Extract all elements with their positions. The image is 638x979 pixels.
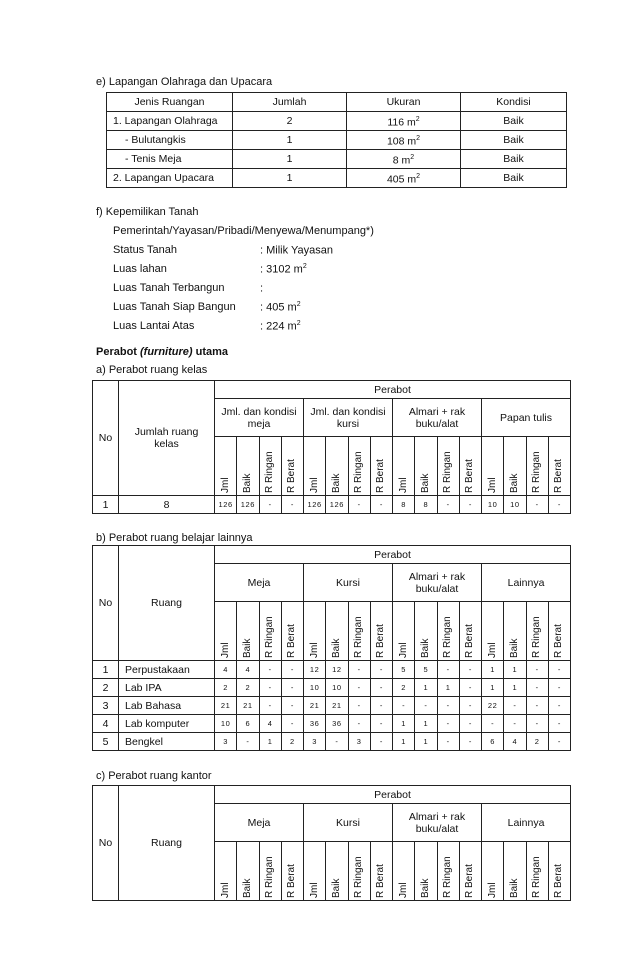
sub-header-cell	[237, 602, 259, 661]
sub-header-cell	[215, 437, 237, 496]
header-ruang: Ruang	[119, 786, 215, 901]
cell-no: 4	[93, 715, 119, 733]
tanah-value: : 405 $m^2$	[260, 301, 301, 314]
sub-header-label: R Ringan	[264, 616, 276, 658]
data-cell: 36	[304, 715, 326, 733]
sub-header-cell	[259, 602, 281, 661]
cell-no: 5	[93, 733, 119, 751]
perabot-kantor-table	[92, 785, 571, 901]
sub-header-cell	[326, 602, 348, 661]
data-cell: 1	[415, 733, 437, 751]
lapangan-kondisi: Baik	[461, 112, 567, 131]
data-cell: -	[437, 715, 459, 733]
tanah-label: Luas Tanah Siap Bangun	[113, 301, 236, 313]
lapangan-name: 2. Lapangan Upacara	[107, 169, 233, 188]
sub-header-cell	[437, 437, 459, 496]
data-cell: 36	[326, 715, 348, 733]
data-cell: -	[548, 679, 570, 697]
perabot-heading: Perabot (furniture) utama	[96, 346, 229, 358]
data-cell: 21	[326, 697, 348, 715]
lapangan-ukuran: 8 $m^2$	[347, 150, 461, 169]
data-cell: 1	[504, 661, 526, 679]
lapangan-ukuran: 116 $m^2$	[347, 112, 461, 131]
sub-header-label: R Ringan	[353, 856, 365, 898]
lapangan-kondisi: Baik	[461, 131, 567, 150]
data-cell: -	[259, 496, 281, 514]
sub-header-label: R Ringan	[353, 616, 365, 658]
data-cell: -	[348, 697, 370, 715]
data-cell: -	[437, 661, 459, 679]
data-cell: -	[370, 496, 392, 514]
data-cell: -	[526, 697, 548, 715]
tanah-label: Luas Lantai Atas	[113, 320, 195, 332]
section-f-title: f) Kepemilikan Tanah	[96, 206, 199, 218]
lapangan-jumlah: 1	[233, 150, 347, 169]
data-cell: -	[548, 733, 570, 751]
tanah-label: Luas Tanah Terbangun	[113, 282, 225, 294]
data-cell: 1	[482, 661, 504, 679]
sub-header-cell	[482, 842, 504, 901]
sub-header-cell	[215, 602, 237, 661]
cell-ruang: Lab Bahasa	[119, 697, 215, 715]
data-cell: 5	[393, 661, 415, 679]
data-cell: -	[526, 679, 548, 697]
section-f-subtitle: Pemerintah/Yayasan/Pribadi/Menyewa/Menumpang*)	[113, 225, 374, 237]
data-cell: -	[259, 679, 281, 697]
lapangan-jumlah: 2	[233, 112, 347, 131]
data-cell: -	[281, 679, 303, 697]
sub-header-label: Jml	[486, 642, 498, 658]
data-cell: -	[237, 733, 259, 751]
sub-header-cell	[304, 602, 326, 661]
sub-header-cell	[348, 437, 370, 496]
group-lainnya: Lainnya	[482, 804, 571, 842]
sub-header-label: R Ringan	[531, 616, 543, 658]
data-cell: 12	[326, 661, 348, 679]
sub-header-cell	[370, 602, 392, 661]
data-cell: -	[548, 661, 570, 679]
header-ruang: Ruang	[119, 546, 215, 661]
sub-header-cell	[281, 602, 303, 661]
sub-header-label: Baik	[330, 638, 342, 658]
sub-header-label: Jml	[308, 642, 320, 658]
group-kursi: Kursi	[304, 564, 393, 602]
header-jumlah-ruang: Jumlah ruang kelas	[119, 381, 215, 496]
cell-no: 1	[93, 496, 119, 514]
sub-header-label: R Berat	[286, 459, 298, 493]
data-cell: 1	[415, 679, 437, 697]
sub-header-label: R Ringan	[531, 451, 543, 493]
sub-header-label: R Ringan	[442, 856, 454, 898]
sub-header-cell	[437, 842, 459, 901]
data-cell: 126	[304, 496, 326, 514]
data-cell: 4	[237, 661, 259, 679]
group-almari: Almari + rak buku/alat	[393, 804, 482, 842]
sub-header-label: R Berat	[375, 459, 387, 493]
sub-header-label: Baik	[241, 878, 253, 898]
data-cell: -	[548, 697, 570, 715]
data-cell: 2	[526, 733, 548, 751]
sub-header-label: Baik	[241, 638, 253, 658]
sub-header-label: R Berat	[375, 864, 387, 898]
group-meja: Jml. dan kondisi meja	[215, 399, 304, 437]
tanah-label: Status Tanah	[113, 244, 178, 256]
data-cell: -	[281, 697, 303, 715]
cell-jumlah: 8	[119, 496, 215, 514]
sub-header-cell	[459, 437, 481, 496]
table-c-title: c) Perabot ruang kantor	[96, 770, 212, 782]
sub-header-cell	[393, 842, 415, 901]
sub-header-label: Jml	[308, 882, 320, 898]
header-no: No	[93, 546, 119, 661]
table-a-title: a) Perabot ruang kelas	[96, 364, 208, 376]
data-cell: -	[348, 679, 370, 697]
header-perabot: Perabot	[215, 381, 571, 399]
sub-header-label: Baik	[330, 878, 342, 898]
sub-header-label: R Berat	[464, 864, 476, 898]
sub-header-cell	[548, 437, 570, 496]
lapangan-ukuran: 108 $m^2$	[347, 131, 461, 150]
header-jenis: Jenis Ruangan	[107, 93, 233, 112]
data-cell: -	[348, 661, 370, 679]
sub-header-cell	[370, 842, 392, 901]
data-cell: -	[459, 661, 481, 679]
data-cell: -	[526, 496, 548, 514]
sub-header-label: Jml	[219, 642, 231, 658]
data-cell: 10	[215, 715, 237, 733]
data-cell: -	[459, 496, 481, 514]
data-cell: 126	[326, 496, 348, 514]
sub-header-cell	[548, 842, 570, 901]
tanah-value: :	[260, 282, 264, 295]
lapangan-name: - Bulutangkis	[107, 131, 233, 150]
perabot-kelas-table	[92, 380, 571, 514]
data-cell: 4	[215, 661, 237, 679]
table-row	[93, 679, 571, 697]
lapangan-kondisi: Baik	[461, 150, 567, 169]
data-cell: 1	[415, 715, 437, 733]
sub-header-cell	[393, 602, 415, 661]
sub-header-cell	[259, 437, 281, 496]
sub-header-label: R Ringan	[531, 856, 543, 898]
sub-header-label: Baik	[419, 878, 431, 898]
data-cell: -	[526, 715, 548, 733]
tanah-value: : Milik Yayasan	[260, 244, 333, 257]
group-meja: Meja	[215, 564, 304, 602]
lapangan-jumlah: 1	[233, 131, 347, 150]
tanah-label: Luas lahan	[113, 263, 167, 275]
data-cell: 1	[259, 733, 281, 751]
data-cell: 4	[259, 715, 281, 733]
sub-header-cell	[482, 437, 504, 496]
data-cell: 3	[348, 733, 370, 751]
sub-header-cell	[304, 437, 326, 496]
sub-header-label: R Berat	[375, 624, 387, 658]
sub-header-cell	[237, 437, 259, 496]
data-cell: 10	[504, 496, 526, 514]
table-row	[93, 697, 571, 715]
data-cell: 2	[215, 679, 237, 697]
sub-header-cell	[326, 437, 348, 496]
lapangan-kondisi: Baik	[461, 169, 567, 188]
sub-header-label: R Ringan	[442, 616, 454, 658]
data-cell: -	[370, 661, 392, 679]
group-papan-tulis: Papan tulis	[482, 399, 571, 437]
table-b-title: b) Perabot ruang belajar lainnya	[96, 532, 253, 544]
sub-header-label: R Ringan	[264, 856, 276, 898]
sub-header-cell	[370, 437, 392, 496]
sub-header-label: Jml	[397, 642, 409, 658]
cell-no: 1	[93, 661, 119, 679]
data-cell: 126	[215, 496, 237, 514]
header-no: No	[93, 381, 119, 496]
tanah-value: : 224 $m^2$	[260, 320, 301, 333]
sub-header-cell	[237, 842, 259, 901]
data-cell: -	[281, 661, 303, 679]
sub-header-cell	[304, 842, 326, 901]
sub-header-label: Jml	[397, 882, 409, 898]
sub-header-cell	[526, 437, 548, 496]
sub-header-cell	[415, 437, 437, 496]
data-cell: 3	[304, 733, 326, 751]
sub-header-label: Baik	[508, 878, 520, 898]
data-cell: 8	[415, 496, 437, 514]
data-cell: -	[459, 733, 481, 751]
header-kondisi: Kondisi	[461, 93, 567, 112]
data-cell: -	[459, 715, 481, 733]
data-cell: -	[437, 496, 459, 514]
sub-header-label: R Ringan	[353, 451, 365, 493]
data-cell: -	[348, 496, 370, 514]
header-perabot: Perabot	[215, 786, 571, 804]
sub-header-cell	[459, 842, 481, 901]
data-cell: -	[370, 733, 392, 751]
data-cell: 126	[237, 496, 259, 514]
data-cell: -	[504, 697, 526, 715]
sub-header-label: Baik	[419, 473, 431, 493]
sub-header-label: Baik	[330, 473, 342, 493]
data-cell: -	[482, 715, 504, 733]
data-cell: 10	[304, 679, 326, 697]
header-no: No	[93, 786, 119, 901]
data-cell: 21	[215, 697, 237, 715]
data-cell: 5	[415, 661, 437, 679]
data-cell: 2	[393, 679, 415, 697]
sub-header-cell	[548, 602, 570, 661]
data-cell: 1	[393, 733, 415, 751]
header-ukuran: Ukuran	[347, 93, 461, 112]
data-cell: 21	[237, 697, 259, 715]
data-cell: -	[393, 697, 415, 715]
sub-header-label: Jml	[397, 477, 409, 493]
data-cell: -	[281, 715, 303, 733]
data-cell: 3	[215, 733, 237, 751]
data-cell: 2	[281, 733, 303, 751]
data-cell: 1	[437, 679, 459, 697]
data-cell: 1	[504, 679, 526, 697]
sub-header-cell	[259, 842, 281, 901]
cell-no: 3	[93, 697, 119, 715]
lapangan-name: 1. Lapangan Olahraga	[107, 112, 233, 131]
sub-header-label: Jml	[308, 477, 320, 493]
group-kursi: Kursi	[304, 804, 393, 842]
sub-header-label: R Berat	[553, 459, 565, 493]
data-cell: -	[281, 496, 303, 514]
data-cell: -	[526, 661, 548, 679]
data-cell: 12	[304, 661, 326, 679]
sub-header-label: Baik	[508, 473, 520, 493]
sub-header-cell	[504, 437, 526, 496]
group-almari: Almari + rak buku/alat	[393, 399, 482, 437]
sub-header-label: Baik	[419, 638, 431, 658]
data-cell: -	[348, 715, 370, 733]
sub-header-cell	[393, 437, 415, 496]
sub-header-cell	[504, 602, 526, 661]
sub-header-label: R Ringan	[264, 451, 276, 493]
sub-header-cell	[526, 842, 548, 901]
group-lainnya: Lainnya	[482, 564, 571, 602]
sub-header-label: Jml	[486, 882, 498, 898]
tanah-value: : 3102 $m^2$	[260, 263, 307, 276]
sub-header-label: R Berat	[286, 864, 298, 898]
sub-header-cell	[281, 437, 303, 496]
sub-header-label: R Berat	[553, 624, 565, 658]
group-kursi: Jml. dan kondisi kursi	[304, 399, 393, 437]
sub-header-cell	[348, 602, 370, 661]
sub-header-label: Baik	[241, 473, 253, 493]
data-cell: 6	[482, 733, 504, 751]
sub-header-cell	[526, 602, 548, 661]
sub-header-label: R Berat	[464, 459, 476, 493]
cell-no: 2	[93, 679, 119, 697]
sub-header-label: Baik	[508, 638, 520, 658]
sub-header-cell	[459, 602, 481, 661]
sub-header-cell	[281, 842, 303, 901]
lapangan-jumlah: 1	[233, 169, 347, 188]
data-cell: 10	[326, 679, 348, 697]
cell-ruang: Bengkel	[119, 733, 215, 751]
sub-header-cell	[437, 602, 459, 661]
data-cell: -	[415, 697, 437, 715]
table-row	[93, 715, 571, 733]
data-cell: -	[459, 679, 481, 697]
sub-header-cell	[504, 842, 526, 901]
sub-header-cell	[415, 842, 437, 901]
lapangan-ukuran: 405 $m^2$	[347, 169, 461, 188]
data-cell: -	[370, 679, 392, 697]
cell-ruang: Lab IPA	[119, 679, 215, 697]
lapangan-name: - Tenis Meja	[107, 150, 233, 169]
sub-header-label: Jml	[219, 477, 231, 493]
cell-ruang: Lab komputer	[119, 715, 215, 733]
sub-header-label: Jml	[486, 477, 498, 493]
sub-header-cell	[348, 842, 370, 901]
sub-header-cell	[326, 842, 348, 901]
sub-header-label: R Berat	[553, 864, 565, 898]
table-row	[93, 733, 571, 751]
sub-header-cell	[215, 842, 237, 901]
sub-header-label: R Ringan	[442, 451, 454, 493]
lapangan-table	[106, 92, 567, 188]
cell-ruang: Perpustakaan	[119, 661, 215, 679]
data-cell: -	[548, 715, 570, 733]
data-cell: -	[548, 496, 570, 514]
data-cell: -	[326, 733, 348, 751]
group-almari: Almari + rak buku/alat	[393, 564, 482, 602]
group-meja: Meja	[215, 804, 304, 842]
sub-header-label: Jml	[219, 882, 231, 898]
data-cell: 4	[504, 733, 526, 751]
data-cell: 10	[482, 496, 504, 514]
data-cell: -	[370, 697, 392, 715]
sub-header-label: R Berat	[464, 624, 476, 658]
data-cell: -	[459, 697, 481, 715]
header-perabot: Perabot	[215, 546, 571, 564]
section-e-title: e) Lapangan Olahraga dan Upacara	[96, 76, 273, 88]
data-cell: 2	[237, 679, 259, 697]
data-cell: 6	[237, 715, 259, 733]
perabot-belajar-table	[92, 545, 571, 751]
data-cell: 8	[393, 496, 415, 514]
data-cell: -	[259, 697, 281, 715]
table-row	[93, 661, 571, 679]
data-cell: -	[504, 715, 526, 733]
header-jumlah: Jumlah	[233, 93, 347, 112]
data-cell: 1	[393, 715, 415, 733]
data-cell: 22	[482, 697, 504, 715]
sub-header-cell	[415, 602, 437, 661]
data-cell: -	[259, 661, 281, 679]
sub-header-cell	[482, 602, 504, 661]
data-cell: -	[370, 715, 392, 733]
data-cell: -	[437, 697, 459, 715]
data-cell: 1	[482, 679, 504, 697]
data-cell: -	[437, 733, 459, 751]
data-cell: 21	[304, 697, 326, 715]
sub-header-label: R Berat	[286, 624, 298, 658]
